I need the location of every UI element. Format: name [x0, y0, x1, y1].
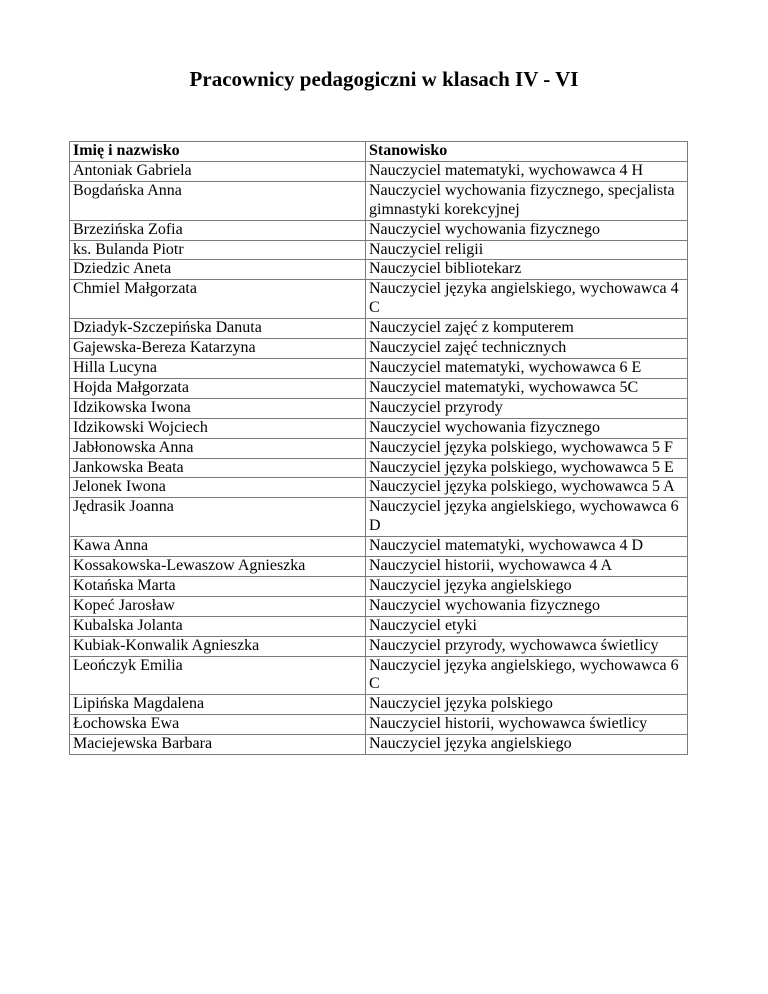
- table-row: [70, 240, 688, 260]
- cell-position: Nauczyciel matematyki, wychowawca 4 D: [366, 537, 688, 557]
- table-row: [70, 181, 688, 220]
- cell-name: Idzikowski Wojciech: [70, 418, 366, 438]
- cell-position: Nauczyciel matematyki, wychowawca 5C: [366, 378, 688, 398]
- cell-name: Kubiak-Konwalik Agnieszka: [70, 636, 366, 656]
- cell-name: Lipińska Magdalena: [70, 695, 366, 715]
- cell-name: Brzezińska Zofia: [70, 220, 366, 240]
- cell-position: Nauczyciel języka polskiego, wychowawca 5 A: [366, 478, 688, 498]
- cell-position: Nauczyciel przyrody: [366, 398, 688, 418]
- table-row: [70, 339, 688, 359]
- table-row: [70, 378, 688, 398]
- cell-position: Nauczyciel języka angielskiego: [366, 576, 688, 596]
- cell-position: Nauczyciel języka angielskiego: [366, 735, 688, 755]
- cell-name: Kopeć Jarosław: [70, 596, 366, 616]
- cell-name: Leończyk Emilia: [70, 656, 366, 695]
- cell-name: Idzikowska Iwona: [70, 398, 366, 418]
- cell-name: Hojda Małgorzata: [70, 378, 366, 398]
- cell-name: Dziadyk-Szczepińska Danuta: [70, 319, 366, 339]
- table-header-row: [70, 142, 688, 162]
- cell-name: Kawa Anna: [70, 537, 366, 557]
- cell-position: Nauczyciel zajęć z komputerem: [366, 319, 688, 339]
- cell-name: Kotańska Marta: [70, 576, 366, 596]
- table-row: [70, 220, 688, 240]
- page-title: Pracownicy pedagogiczni w klasach IV - VI: [189, 67, 579, 91]
- table-row: [70, 438, 688, 458]
- cell-name: Bogdańska Anna: [70, 181, 366, 220]
- cell-name: Łochowska Ewa: [70, 715, 366, 735]
- table-row: [70, 319, 688, 339]
- table-row: [70, 161, 688, 181]
- table-row: [70, 280, 688, 319]
- table-row: [70, 458, 688, 478]
- cell-position: Nauczyciel zajęć technicznych: [366, 339, 688, 359]
- cell-position: Nauczyciel przyrody, wychowawca świetlicy: [366, 636, 688, 656]
- cell-position: Nauczyciel języka polskiego: [366, 695, 688, 715]
- cell-position: Nauczyciel języka angielskiego, wychowawca 6 C: [366, 656, 688, 695]
- table-row: [70, 695, 688, 715]
- cell-position: Nauczyciel wychowania fizycznego, specjalista gimnastyki korekcyjnej: [366, 181, 688, 220]
- cell-name: Antoniak Gabriela: [70, 161, 366, 181]
- cell-position: Nauczyciel historii, wychowawca 4 A: [366, 557, 688, 577]
- table-row: [70, 576, 688, 596]
- table-row: [70, 358, 688, 378]
- table-row: [70, 478, 688, 498]
- cell-position: Nauczyciel etyki: [366, 616, 688, 636]
- table-row: [70, 398, 688, 418]
- cell-name: Jabłonowska Anna: [70, 438, 366, 458]
- cell-position: Nauczyciel historii, wychowawca świetlicy: [366, 715, 688, 735]
- cell-name: ks. Bulanda Piotr: [70, 240, 366, 260]
- cell-position: Nauczyciel języka polskiego, wychowawca 5 F: [366, 438, 688, 458]
- column-header-position: Stanowisko: [366, 142, 688, 162]
- table-row: [70, 715, 688, 735]
- cell-name: Jankowska Beata: [70, 458, 366, 478]
- table-row: [70, 735, 688, 755]
- table-row: [70, 557, 688, 577]
- cell-position: Nauczyciel religii: [366, 240, 688, 260]
- cell-name: Jelonek Iwona: [70, 478, 366, 498]
- cell-name: Kossakowska-Lewaszow Agnieszka: [70, 557, 366, 577]
- cell-position: Nauczyciel matematyki, wychowawca 4 H: [366, 161, 688, 181]
- column-header-name: Imię i nazwisko: [70, 142, 366, 162]
- cell-name: Kubalska Jolanta: [70, 616, 366, 636]
- table-row: [70, 260, 688, 280]
- cell-position: Nauczyciel języka polskiego, wychowawca 5 E: [366, 458, 688, 478]
- cell-position: Nauczyciel wychowania fizycznego: [366, 220, 688, 240]
- table-row: [70, 537, 688, 557]
- cell-name: Dziedzic Aneta: [70, 260, 366, 280]
- cell-name: Maciejewska Barbara: [70, 735, 366, 755]
- cell-name: Hilla Lucyna: [70, 358, 366, 378]
- table-row: [70, 418, 688, 438]
- cell-name: Gajewska-Bereza Katarzyna: [70, 339, 366, 359]
- cell-name: Jędrasik Joanna: [70, 498, 366, 537]
- table-row: [70, 596, 688, 616]
- table-row: [70, 616, 688, 636]
- cell-position: Nauczyciel języka angielskiego, wychowawca 6 D: [366, 498, 688, 537]
- cell-position: Nauczyciel wychowania fizycznego: [366, 596, 688, 616]
- cell-position: Nauczyciel matematyki, wychowawca 6 E: [366, 358, 688, 378]
- staff-table: [69, 141, 688, 755]
- table-row: [70, 498, 688, 537]
- cell-position: Nauczyciel bibliotekarz: [366, 260, 688, 280]
- cell-position: Nauczyciel języka angielskiego, wychowawca 4 C: [366, 280, 688, 319]
- table-row: [70, 656, 688, 695]
- table-row: [70, 636, 688, 656]
- cell-name: Chmiel Małgorzata: [70, 280, 366, 319]
- cell-position: Nauczyciel wychowania fizycznego: [366, 418, 688, 438]
